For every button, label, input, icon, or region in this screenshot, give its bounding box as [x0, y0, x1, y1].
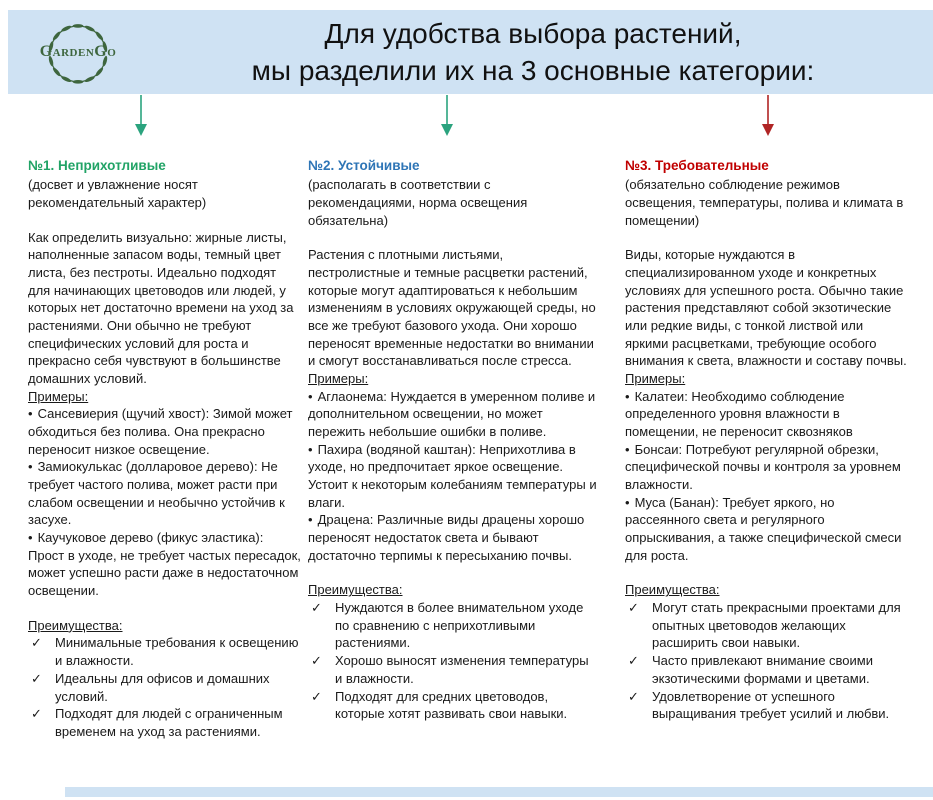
advantage-text: Нуждаются в более внимательном уходе по сравнению с неприхотливыми растениями.	[335, 600, 584, 651]
bullet-icon: •	[308, 388, 313, 404]
check-icon: ✓	[31, 635, 42, 651]
arrow-down-icon-1	[133, 95, 149, 137]
example-item	[28, 405, 301, 458]
example-text: Муса (Банан): Требует яркого, но рассеянного света и регулярного опрыскивания, а также специфической смеси для роста.	[625, 494, 902, 563]
example-item	[28, 529, 301, 600]
check-icon: ✓	[311, 653, 322, 669]
category-3-advantages-label: Преимущества:	[625, 582, 720, 598]
advantage-item	[28, 705, 301, 740]
bullet-icon: •	[625, 388, 630, 404]
category-3-title: №3. Требовательные	[625, 158, 769, 173]
bullet-icon: •	[625, 441, 630, 457]
logo-text: GardenGo	[39, 43, 117, 60]
example-text: Аглаонема: Нуждается в умеренном поливе и дополнительном освещении, но может пережить небольшие ошибки в поливе.	[308, 388, 596, 440]
page-title	[158, 15, 908, 89]
advantage-text: Могут стать прекрасными проектами для опытных цветоводов желающих расширить свои навыки.	[652, 600, 901, 651]
example-text: Калатеи: Необходимо соблюдение определенного уровня влажности в помещении, не переносит сквозняков	[625, 388, 853, 440]
example-item	[28, 458, 301, 529]
example-item	[308, 441, 598, 512]
check-icon: ✓	[31, 670, 42, 686]
header-banner	[8, 10, 933, 94]
advantage-text: Идеальны для офисов и домашних условий.	[55, 670, 270, 704]
arrow-down-icon-2	[439, 95, 455, 137]
advantage-item	[308, 599, 598, 652]
page-title-line2: мы разделили их на 3 основные категории:	[251, 55, 815, 86]
example-text: Каучуковое дерево (фикус эластика): Прост в уходе, не требует частых пересадок, может успешно расти даже в недостаточном освещении.	[28, 530, 301, 599]
example-text: Драцена: Различные виды драцены хорошо переносят недостаток света и бывают достаточно терпимы к пересыханию почвы.	[308, 512, 585, 563]
advantage-text: Хорошо выносят изменения температуры и влажности.	[335, 653, 589, 686]
bullet-icon: •	[28, 406, 33, 422]
bullet-icon: •	[308, 441, 313, 457]
category-3-examples-label: Примеры:	[625, 371, 686, 387]
advantage-text: Удовлетворение от успешного выращивания требует усилий и любви.	[652, 688, 890, 722]
advantage-item	[625, 599, 907, 652]
category-1-description: Как определить визуально: жирные листы, наполненные запасом воды, темный цвет листа, без пестроты. Идеально подходят для начинающих цветоводов или людей, у которых нет достаточно времени на уход за растениями. Они обычно не требуют специфических условий для роста и прекрасно себя чувствуют в большинстве домашних условий.	[28, 229, 294, 387]
check-icon: ✓	[628, 653, 639, 669]
category-1-examples-label: Примеры:	[28, 388, 89, 404]
advantage-item	[28, 670, 301, 705]
arrow-down-icon-3	[760, 95, 776, 137]
category-3-subtitle: (обязательно соблюдение режимов освещения, температуры, полива и климата в помещении)	[625, 177, 904, 228]
category-2-advantages-label: Преимущества:	[308, 582, 403, 598]
category-3-description: Виды, которые нуждаются в специализированном уходе и конкретных условиях для успешного роста. Обычно такие растения представляют собой экзотические или редкие виды, с тонкой листвой или яркими расцветками, требующие особого внимания к света, влажности и составу почвы.	[625, 247, 907, 369]
category-1-title: №1. Неприхотливые	[28, 158, 166, 173]
check-icon: ✓	[628, 600, 639, 616]
category-2-subtitle: (располагать в соответствии с рекомендациями, норма освещения обязательна)	[308, 177, 528, 228]
check-icon: ✓	[311, 688, 322, 704]
category-column-3	[625, 157, 907, 723]
category-2-title: №2. Устойчивые	[308, 158, 420, 173]
page-title-line1: Для удобства выбора растений,	[324, 18, 742, 49]
advantage-item	[28, 634, 301, 669]
advantage-text: Минимальные требования к освещению и влажности.	[55, 635, 299, 669]
bullet-icon: •	[625, 494, 630, 510]
advantage-item	[625, 688, 907, 723]
category-2-description: Растения с плотными листьями, пестролистные и темные расцветки растений, которые могут адаптироваться к небольшим изменениям в условиях окружающей среды, но все же требуют базового ухода. Они хорошо переносят временные недостатки во внимании и смогут восстанавливаться после стресса.	[308, 247, 596, 369]
example-item	[625, 494, 907, 565]
bullet-icon: •	[308, 512, 313, 528]
example-item	[308, 388, 598, 441]
category-column-2	[308, 157, 598, 723]
advantage-item	[625, 652, 907, 687]
advantage-item	[308, 688, 598, 723]
bullet-icon: •	[28, 459, 33, 475]
check-icon: ✓	[628, 688, 639, 704]
footer-bar	[65, 787, 933, 797]
check-icon: ✓	[31, 706, 42, 722]
advantage-item	[308, 652, 598, 687]
advantage-text: Подходят для людей с ограниченным временем на уход за растениями.	[55, 706, 283, 739]
example-item	[625, 441, 907, 494]
gardengo-logo	[30, 12, 126, 94]
category-2-examples-label: Примеры:	[308, 371, 369, 387]
check-icon: ✓	[311, 600, 322, 616]
bullet-icon: •	[28, 530, 33, 546]
example-item	[308, 511, 598, 564]
category-1-advantages-label: Преимущества:	[28, 617, 123, 633]
example-text: Замиокулькас (долларовое дерево): Не требует частого полива, может расти при слабом освещении и необычно устойчив к засухе.	[28, 459, 285, 528]
category-column-1	[28, 157, 301, 741]
example-text: Сансевиерия (щучий хвост): Зимой может обходиться без полива. Она прекрасно переносит низкое освещение.	[28, 406, 293, 457]
category-1-subtitle: (досвет и увлажнение носят рекомендательный характер)	[28, 177, 207, 211]
advantage-text: Часто привлекают внимание своими экзотическими формами и цветами.	[652, 653, 873, 686]
example-item	[625, 388, 907, 441]
example-text: Пахира (водяной каштан): Неприхотлива в уходе, но предпочитает яркое освещение. Устоит к некоторым колебаниям температуры и влаги.	[308, 441, 597, 510]
example-text: Бонсаи: Потребуют регулярной обрезки, специфической почвы и контроля за уровнем влажности.	[625, 441, 901, 493]
advantage-text: Подходят для средних цветоводов, которые хотят развивать свои навыки.	[335, 688, 568, 722]
